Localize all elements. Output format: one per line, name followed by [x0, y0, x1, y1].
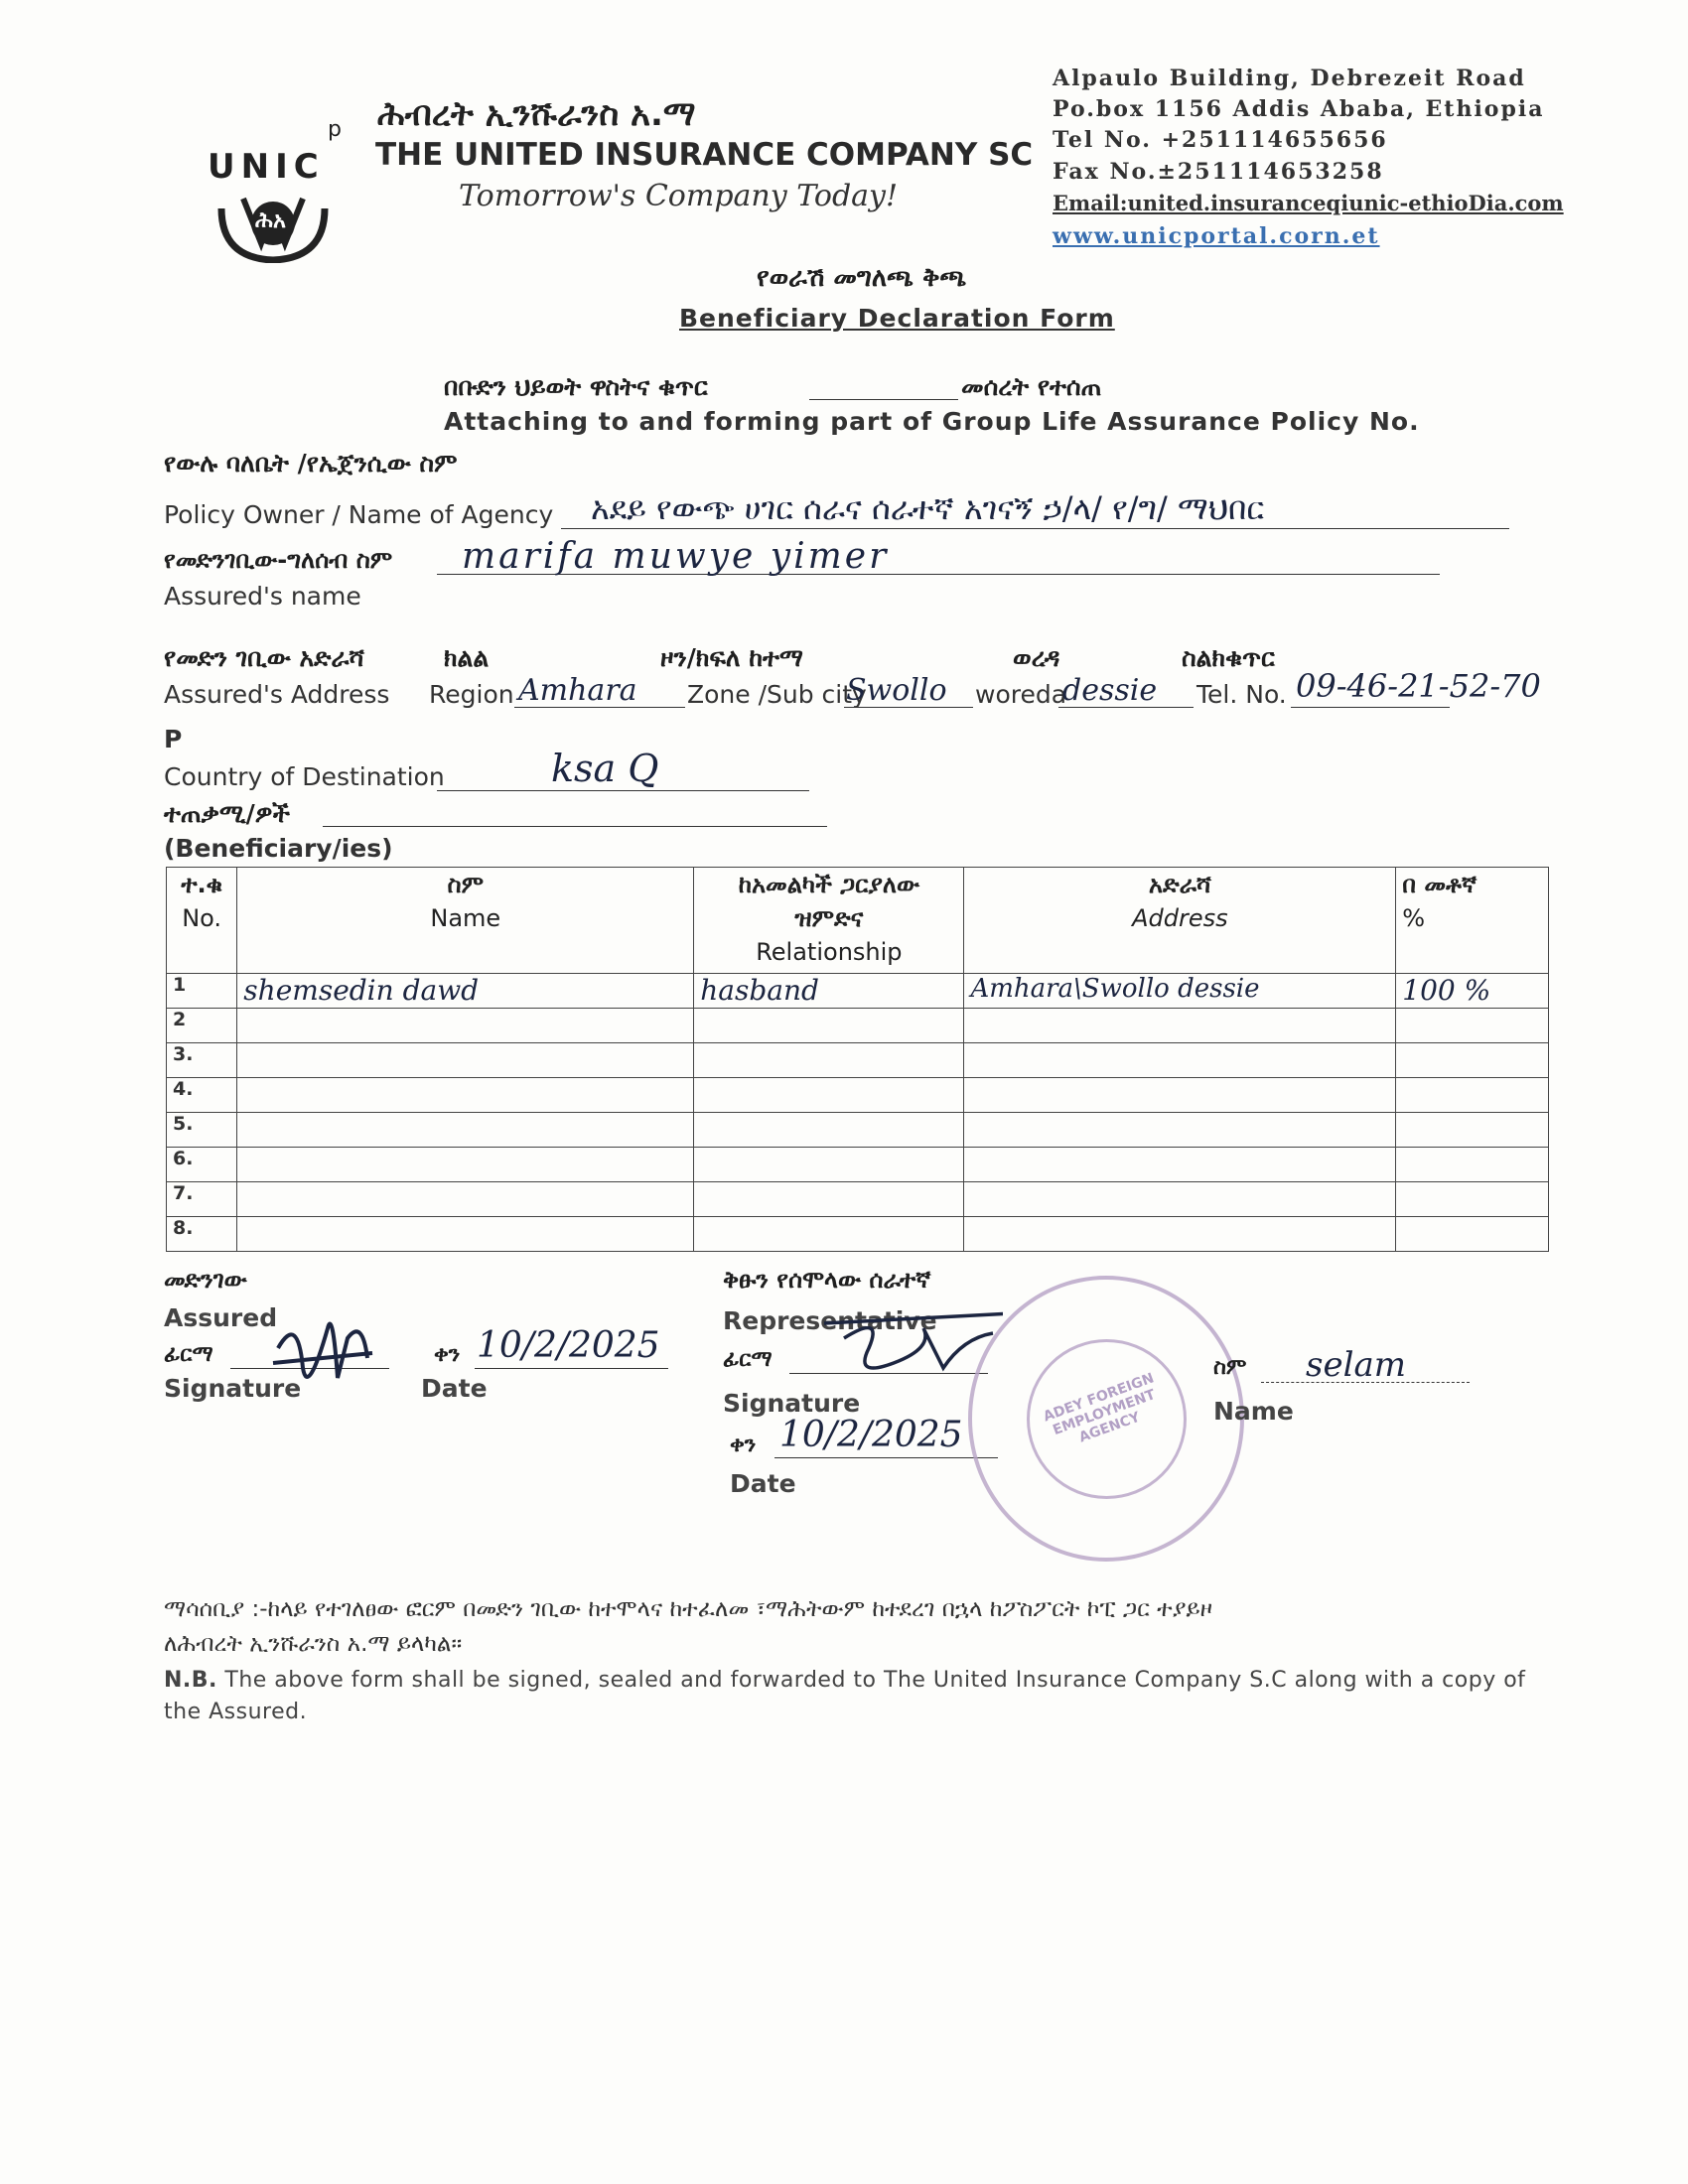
owner-amharic: የውሉ ባለቤት /የኤጀንሲው ስም [164, 449, 458, 478]
owner-label: Policy Owner / Name of Agency [164, 500, 554, 529]
beneficiary-name-cell[interactable]: shemsedin dawd [237, 974, 694, 1009]
owner-value: አደይ የውጭ ሀገር ሰራና ሰራተኛ አገናኝ ኃ/ላ/ የ/ግ/ ማህበር [591, 489, 1265, 527]
logo-mark: ሕአ [255, 208, 286, 233]
beneficiary-name-cell[interactable] [237, 1148, 694, 1182]
relationship-cell[interactable]: hasband [694, 974, 964, 1009]
percent-cell[interactable] [1396, 1148, 1549, 1182]
address-cell[interactable] [964, 1217, 1396, 1252]
policy-number-line[interactable] [809, 399, 958, 400]
beneficiary-line[interactable] [323, 826, 827, 827]
tel-amharic: ስልክቁጥር [1182, 643, 1275, 672]
table-header-row [167, 868, 1549, 974]
rep-signature-amharic: ፊርማ [723, 1347, 773, 1372]
rep-date-value: 10/2/2025 [779, 1415, 963, 1455]
logo-text: UNIC [208, 147, 325, 187]
form-title-amharic: የወራሽ መግለጫ ቅጫ [757, 263, 967, 293]
relationship-cell[interactable] [694, 1182, 964, 1217]
rep-date-label: Date [730, 1469, 796, 1498]
row-number: 1 [167, 974, 237, 1009]
address-cell[interactable] [964, 1009, 1396, 1043]
address-cell[interactable] [964, 1113, 1396, 1148]
address-cell[interactable] [964, 1182, 1396, 1217]
table-row [167, 1009, 1549, 1043]
rep-amharic: ቅፁን የሰሞላው ሰራተኛ [723, 1266, 931, 1294]
relationship-cell[interactable] [694, 1113, 964, 1148]
country-line[interactable] [437, 790, 809, 791]
beneficiary-name-cell[interactable] [237, 1009, 694, 1043]
company-slogan: Tomorrow's Company Today! [459, 179, 899, 213]
assured-signature-label: Signature [164, 1374, 302, 1403]
beneficiary-name-cell[interactable] [237, 1113, 694, 1148]
country-value: ksa Q [551, 747, 659, 790]
table-row [167, 1113, 1549, 1148]
relationship-cell[interactable] [694, 1148, 964, 1182]
rep-label: Representative [723, 1306, 937, 1335]
relationship-cell[interactable] [694, 1043, 964, 1078]
logo-letter: p [328, 117, 342, 142]
form-title: Beneficiary Declaration Form [679, 304, 1115, 333]
percent-cell[interactable] [1396, 1078, 1549, 1113]
rep-name-label: Name [1213, 1397, 1294, 1426]
assured-date-line[interactable] [475, 1368, 668, 1369]
table-row [167, 1148, 1549, 1182]
assured-signature-amharic: ፊርማ [164, 1342, 213, 1367]
table-row [167, 1078, 1549, 1113]
beneficiary-name-cell[interactable] [237, 1217, 694, 1252]
address-cell[interactable]: Amhara\Swollo dessie [964, 974, 1396, 1009]
address-cell[interactable] [964, 1148, 1396, 1182]
country-label: Country of Destination [164, 762, 445, 791]
table-row [167, 1217, 1549, 1252]
zone-label: Zone /Sub city [687, 680, 867, 709]
percent-cell[interactable] [1396, 1043, 1549, 1078]
row-number: 6. [167, 1148, 237, 1182]
zone-value: Swollo [846, 673, 947, 708]
header-no: ተ.ቁ No. [167, 868, 237, 974]
row-number: 5. [167, 1113, 237, 1148]
beneficiary-name-cell[interactable] [237, 1182, 694, 1217]
percent-cell[interactable] [1396, 1217, 1549, 1252]
tel-label: Tel. No. [1196, 680, 1287, 709]
note-english-line-1 [164, 1668, 1525, 1693]
rep-date-amharic: ቀን [730, 1433, 757, 1457]
relationship-cell[interactable] [694, 1217, 964, 1252]
assured-date-value: 10/2/2025 [477, 1325, 660, 1366]
table-row [167, 1043, 1549, 1078]
telephone: Tel No. +251114655656 [1053, 127, 1388, 153]
header-name: ስም Name [237, 868, 694, 974]
table-row [167, 974, 1549, 1009]
tel-line[interactable] [1291, 707, 1450, 708]
header-address: አድራሻ Address [964, 868, 1396, 974]
assured-label: Assured [164, 1303, 278, 1332]
region-value: Amhara [518, 673, 637, 708]
assured-date-amharic: ቀን [434, 1342, 461, 1367]
assured-amharic: መድንገው [164, 1266, 247, 1294]
company-stamp [968, 1276, 1247, 1562]
address-line-2: Po.box 1156 Addis Ababa, Ethiopia [1053, 96, 1545, 122]
beneficiary-table [166, 867, 1549, 1252]
stamp-text: ADEY FOREIGN EMPLOYMENT AGENCY [1041, 1370, 1158, 1446]
rep-signature-label: Signature [723, 1389, 861, 1418]
address-line-1: Alpaulo Building, Debrezeit Road [1053, 66, 1526, 91]
woreda-label: woreda [975, 680, 1067, 709]
rep-date-line[interactable] [774, 1457, 998, 1458]
nb-prefix: N.B. [164, 1668, 217, 1693]
row-number: 2 [167, 1009, 237, 1043]
row-number: 4. [167, 1078, 237, 1113]
beneficiary-name-cell[interactable] [237, 1043, 694, 1078]
header-relationship: ከአመልካች ጋርያለው ዝምድና Relationship [694, 868, 964, 974]
woreda-amharic: ወረዳ [1013, 643, 1060, 672]
beneficiary-label: (Beneficiary/ies) [164, 834, 393, 863]
tel-value: 09-46-21-52-70 [1296, 667, 1541, 705]
country-prefix: P [164, 725, 183, 753]
assured-name-label: Assured's name [164, 582, 361, 611]
woreda-value: dessie [1062, 673, 1158, 708]
row-number: 8. [167, 1217, 237, 1252]
assured-date-label: Date [421, 1374, 488, 1403]
policy-amharic-left: በቡድን ህይወት ዋስትና ቁጥር [444, 372, 708, 401]
company-name-amharic: ሕብረት ኢንሹራንስ አ.ማ [377, 94, 696, 134]
row-number: 7. [167, 1182, 237, 1217]
policy-english: Attaching to and forming part of Group Life Assurance Policy No. [444, 407, 1420, 436]
assured-name-amharic: የመድንገቢው-ግለሰብ ስም [164, 546, 393, 574]
assured-name-value: marifa muwye yimer [462, 536, 890, 577]
policy-amharic-right: መሰረት የተሰጠ [961, 372, 1102, 401]
percent-cell[interactable] [1396, 1113, 1549, 1148]
website-link[interactable]: www.unicportal.corn.et [1053, 223, 1380, 249]
region-label: Region [429, 680, 514, 709]
owner-line[interactable] [561, 528, 1509, 529]
note-english-text: The above form shall be signed, sealed and forwarded to The United Insurance Company S.C along with a copy of [216, 1668, 1526, 1693]
row-number: 3. [167, 1043, 237, 1078]
percent-cell[interactable] [1396, 1182, 1549, 1217]
address-cell[interactable] [964, 1078, 1396, 1113]
beneficiary-amharic: ተጠቃሚ/ዎች [164, 799, 291, 828]
address-cell[interactable] [964, 1043, 1396, 1078]
company-name: THE UNITED INSURANCE COMPANY SC [375, 137, 1034, 173]
zone-amharic: ዞን/ክፍለ ከተማ [660, 643, 803, 672]
note-amharic-line-1: ማሳሰቢያ :-ከላይ የተገለፀው ፎርም በመድን ገቢው ከተሞላና ከተፈለመ ፣ማሕትውም ከተደረገ በኋላ ከፖስፖርት ኮፒ ጋር ተያይዞ [164, 1596, 1213, 1622]
relationship-cell[interactable] [694, 1078, 964, 1113]
header-percent: በ መቶኛ % [1396, 868, 1549, 974]
company-logo [204, 139, 343, 263]
fax: Fax No.±251114653258 [1053, 159, 1384, 185]
table-row [167, 1182, 1549, 1217]
percent-cell[interactable]: 100 % [1396, 974, 1549, 1009]
relationship-cell[interactable] [694, 1009, 964, 1043]
email-link[interactable]: Email:united.insuranceqiunic-ethioDia.com [1053, 191, 1564, 215]
note-english-line-2: the Assured. [164, 1700, 308, 1724]
address-amharic: የመድን ገቢው አድራሻ [164, 643, 364, 672]
percent-cell[interactable] [1396, 1009, 1549, 1043]
rep-name-value: selam [1306, 1345, 1406, 1385]
beneficiary-name-cell[interactable] [237, 1078, 694, 1113]
note-amharic-line-2: ለሕብረት ኢንሹራንስ አ.ማ ይላካል። [164, 1631, 463, 1657]
region-amharic: ክልል [444, 643, 490, 672]
rep-name-amharic: ስም [1213, 1355, 1247, 1380]
address-label: Assured's Address [164, 680, 390, 709]
